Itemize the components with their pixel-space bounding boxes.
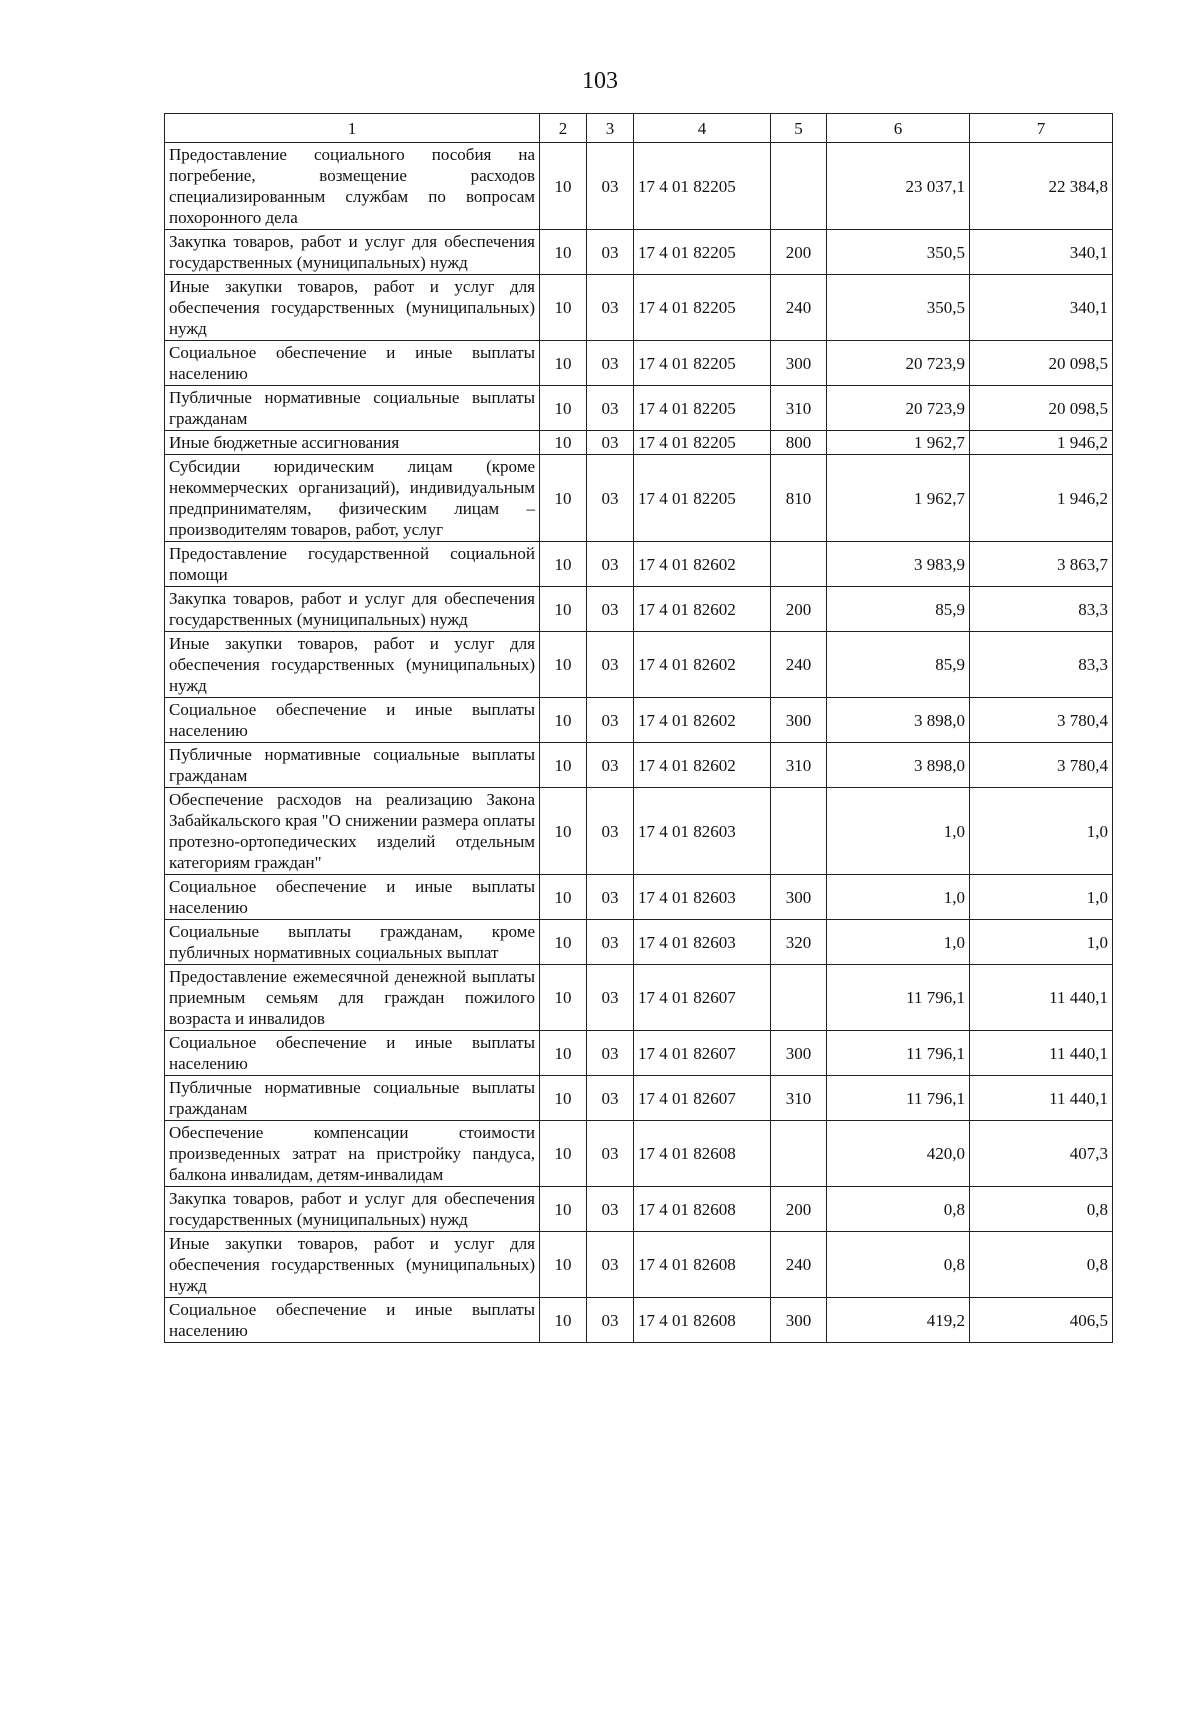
section-code-cell: 10: [540, 542, 587, 587]
subsection-code-cell: 03: [587, 788, 634, 875]
subsection-code-cell: 03: [587, 743, 634, 788]
target-article-cell: 17 4 01 82608: [634, 1232, 771, 1298]
target-article-cell: 17 4 01 82607: [634, 1031, 771, 1076]
amount-col7-cell: 0,8: [970, 1232, 1113, 1298]
amount-col7-cell: 1,0: [970, 920, 1113, 965]
section-code-cell: 10: [540, 1298, 587, 1343]
amount-col6-cell: 1 962,7: [827, 455, 970, 542]
table-row: [165, 965, 1113, 1031]
row-name-cell: Социальное обеспечение и иные выплаты населению: [165, 1031, 540, 1076]
row-name-cell: Социальное обеспечение и иные выплаты населению: [165, 341, 540, 386]
table-row: [165, 431, 1113, 455]
target-article-cell: 17 4 01 82205: [634, 275, 771, 341]
subsection-code-cell: 03: [587, 230, 634, 275]
section-code-cell: 10: [540, 965, 587, 1031]
row-name-cell: Предоставление государственной социальной помощи: [165, 542, 540, 587]
header-col-4: 4: [634, 114, 771, 143]
budget-table: [164, 113, 1113, 1343]
subsection-code-cell: 03: [587, 431, 634, 455]
row-name-cell: Социальное обеспечение и иные выплаты населению: [165, 698, 540, 743]
table-row: [165, 386, 1113, 431]
table-row: [165, 875, 1113, 920]
section-code-cell: 10: [540, 875, 587, 920]
section-code-cell: 10: [540, 1121, 587, 1187]
section-code-cell: 10: [540, 1187, 587, 1232]
table-row: [165, 143, 1113, 230]
section-code-cell: 10: [540, 386, 587, 431]
amount-col6-cell: 20 723,9: [827, 386, 970, 431]
expense-type-cell: 300: [771, 341, 827, 386]
section-code-cell: 10: [540, 455, 587, 542]
table-row: [165, 743, 1113, 788]
table-row: [165, 587, 1113, 632]
expense-type-cell: 300: [771, 1298, 827, 1343]
header-col-2: 2: [540, 114, 587, 143]
header-col-6: 6: [827, 114, 970, 143]
target-article-cell: 17 4 01 82205: [634, 341, 771, 386]
amount-col6-cell: 420,0: [827, 1121, 970, 1187]
header-col-1: 1: [165, 114, 540, 143]
row-name-cell: Социальное обеспечение и иные выплаты населению: [165, 875, 540, 920]
header-col-7: 7: [970, 114, 1113, 143]
amount-col6-cell: 3 983,9: [827, 542, 970, 587]
table-row: [165, 1298, 1113, 1343]
expense-type-cell: 200: [771, 587, 827, 632]
subsection-code-cell: 03: [587, 698, 634, 743]
target-article-cell: 17 4 01 82602: [634, 587, 771, 632]
subsection-code-cell: 03: [587, 143, 634, 230]
amount-col6-cell: 11 796,1: [827, 965, 970, 1031]
header-col-3: 3: [587, 114, 634, 143]
amount-col6-cell: 350,5: [827, 230, 970, 275]
subsection-code-cell: 03: [587, 1076, 634, 1121]
amount-col6-cell: 1,0: [827, 788, 970, 875]
section-code-cell: 10: [540, 587, 587, 632]
header-col-5: 5: [771, 114, 827, 143]
amount-col6-cell: 11 796,1: [827, 1031, 970, 1076]
table-row: [165, 920, 1113, 965]
target-article-cell: 17 4 01 82205: [634, 143, 771, 230]
amount-col7-cell: 1 946,2: [970, 431, 1113, 455]
target-article-cell: 17 4 01 82603: [634, 875, 771, 920]
target-article-cell: 17 4 01 82607: [634, 965, 771, 1031]
row-name-cell: Предоставление социального пособия на погребение, возмещение расходов специализированным службам по вопросам похоронного дела: [165, 143, 540, 230]
amount-col6-cell: 3 898,0: [827, 698, 970, 743]
expense-type-cell: 320: [771, 920, 827, 965]
target-article-cell: 17 4 01 82602: [634, 632, 771, 698]
amount-col7-cell: 3 863,7: [970, 542, 1113, 587]
target-article-cell: 17 4 01 82602: [634, 542, 771, 587]
amount-col6-cell: 419,2: [827, 1298, 970, 1343]
amount-col7-cell: 1,0: [970, 875, 1113, 920]
subsection-code-cell: 03: [587, 455, 634, 542]
amount-col7-cell: 406,5: [970, 1298, 1113, 1343]
subsection-code-cell: 03: [587, 1232, 634, 1298]
row-name-cell: Предоставление ежемесячной денежной выплаты приемным семьям для граждан пожилого возраста и инвалидов: [165, 965, 540, 1031]
subsection-code-cell: 03: [587, 341, 634, 386]
row-name-cell: Публичные нормативные социальные выплаты гражданам: [165, 386, 540, 431]
subsection-code-cell: 03: [587, 542, 634, 587]
amount-col6-cell: 350,5: [827, 275, 970, 341]
section-code-cell: 10: [540, 275, 587, 341]
expense-type-cell: 240: [771, 1232, 827, 1298]
row-name-cell: Социальные выплаты гражданам, кроме публичных нормативных социальных выплат: [165, 920, 540, 965]
amount-col7-cell: 1,0: [970, 788, 1113, 875]
subsection-code-cell: 03: [587, 275, 634, 341]
row-name-cell: Обеспечение расходов на реализацию Закона Забайкальского края "О снижении размера оплаты протезно-ортопедических изделий отдельным категориям граждан": [165, 788, 540, 875]
table-body: [165, 143, 1113, 1343]
row-name-cell: Субсидии юридическим лицам (кроме некоммерческих организаций), индивидуальным предпринимателям, физическим лицам – производителям товаров, работ, услуг: [165, 455, 540, 542]
table-row: [165, 788, 1113, 875]
table-row: [165, 1076, 1113, 1121]
amount-col6-cell: 11 796,1: [827, 1076, 970, 1121]
table-row: [165, 1187, 1113, 1232]
expense-type-cell: [771, 1121, 827, 1187]
target-article-cell: 17 4 01 82603: [634, 920, 771, 965]
expense-type-cell: [771, 788, 827, 875]
section-code-cell: 10: [540, 143, 587, 230]
table-row: [165, 1121, 1113, 1187]
subsection-code-cell: 03: [587, 1187, 634, 1232]
expense-type-cell: 310: [771, 1076, 827, 1121]
table-row: [165, 1031, 1113, 1076]
amount-col7-cell: 1 946,2: [970, 455, 1113, 542]
table-row: [165, 230, 1113, 275]
section-code-cell: 10: [540, 698, 587, 743]
table-row: [165, 542, 1113, 587]
amount-col7-cell: 340,1: [970, 275, 1113, 341]
expense-type-cell: [771, 965, 827, 1031]
amount-col7-cell: 20 098,5: [970, 386, 1113, 431]
amount-col7-cell: 0,8: [970, 1187, 1113, 1232]
amount-col6-cell: 85,9: [827, 587, 970, 632]
row-name-cell: Закупка товаров, работ и услуг для обеспечения государственных (муниципальных) нужд: [165, 587, 540, 632]
target-article-cell: 17 4 01 82205: [634, 386, 771, 431]
amount-col7-cell: 20 098,5: [970, 341, 1113, 386]
amount-col7-cell: 340,1: [970, 230, 1113, 275]
amount-col6-cell: 1,0: [827, 920, 970, 965]
expense-type-cell: [771, 542, 827, 587]
amount-col6-cell: 0,8: [827, 1187, 970, 1232]
section-code-cell: 10: [540, 920, 587, 965]
section-code-cell: 10: [540, 341, 587, 386]
row-name-cell: Обеспечение компенсации стоимости произведенных затрат на пристройку пандуса, балкона инвалидам, детям-инвалидам: [165, 1121, 540, 1187]
target-article-cell: 17 4 01 82608: [634, 1121, 771, 1187]
target-article-cell: 17 4 01 82607: [634, 1076, 771, 1121]
section-code-cell: 10: [540, 632, 587, 698]
expense-type-cell: 240: [771, 275, 827, 341]
expense-type-cell: 310: [771, 743, 827, 788]
subsection-code-cell: 03: [587, 386, 634, 431]
subsection-code-cell: 03: [587, 920, 634, 965]
subsection-code-cell: 03: [587, 1031, 634, 1076]
amount-col6-cell: 3 898,0: [827, 743, 970, 788]
row-name-cell: Иные закупки товаров, работ и услуг для обеспечения государственных (муниципальных) нужд: [165, 1232, 540, 1298]
row-name-cell: Закупка товаров, работ и услуг для обеспечения государственных (муниципальных) нужд: [165, 230, 540, 275]
subsection-code-cell: 03: [587, 875, 634, 920]
row-name-cell: Иные бюджетные ассигнования: [165, 431, 540, 455]
amount-col7-cell: 83,3: [970, 587, 1113, 632]
amount-col7-cell: 83,3: [970, 632, 1113, 698]
subsection-code-cell: 03: [587, 632, 634, 698]
row-name-cell: Иные закупки товаров, работ и услуг для обеспечения государственных (муниципальных) нужд: [165, 275, 540, 341]
amount-col7-cell: 3 780,4: [970, 698, 1113, 743]
amount-col7-cell: 3 780,4: [970, 743, 1113, 788]
section-code-cell: 10: [540, 1076, 587, 1121]
expense-type-cell: 300: [771, 1031, 827, 1076]
amount-col6-cell: 1 962,7: [827, 431, 970, 455]
amount-col7-cell: 11 440,1: [970, 1076, 1113, 1121]
target-article-cell: 17 4 01 82602: [634, 743, 771, 788]
header-row: [165, 114, 1113, 143]
amount-col6-cell: 20 723,9: [827, 341, 970, 386]
table-row: [165, 632, 1113, 698]
target-article-cell: 17 4 01 82205: [634, 230, 771, 275]
expense-type-cell: 200: [771, 1187, 827, 1232]
amount-col6-cell: 1,0: [827, 875, 970, 920]
row-name-cell: Публичные нормативные социальные выплаты гражданам: [165, 743, 540, 788]
target-article-cell: 17 4 01 82608: [634, 1298, 771, 1343]
target-article-cell: 17 4 01 82608: [634, 1187, 771, 1232]
subsection-code-cell: 03: [587, 1121, 634, 1187]
expense-type-cell: 310: [771, 386, 827, 431]
section-code-cell: 10: [540, 788, 587, 875]
amount-col7-cell: 22 384,8: [970, 143, 1113, 230]
target-article-cell: 17 4 01 82205: [634, 431, 771, 455]
row-name-cell: Социальное обеспечение и иные выплаты населению: [165, 1298, 540, 1343]
subsection-code-cell: 03: [587, 965, 634, 1031]
target-article-cell: 17 4 01 82602: [634, 698, 771, 743]
expense-type-cell: 200: [771, 230, 827, 275]
table-row: [165, 455, 1113, 542]
amount-col7-cell: 11 440,1: [970, 965, 1113, 1031]
target-article-cell: 17 4 01 82603: [634, 788, 771, 875]
amount-col6-cell: 23 037,1: [827, 143, 970, 230]
expense-type-cell: 240: [771, 632, 827, 698]
row-name-cell: Закупка товаров, работ и услуг для обеспечения государственных (муниципальных) нужд: [165, 1187, 540, 1232]
table-row: [165, 275, 1113, 341]
section-code-cell: 10: [540, 431, 587, 455]
amount-col7-cell: 407,3: [970, 1121, 1113, 1187]
expense-type-cell: 810: [771, 455, 827, 542]
section-code-cell: 10: [540, 230, 587, 275]
row-name-cell: Иные закупки товаров, работ и услуг для обеспечения государственных (муниципальных) нужд: [165, 632, 540, 698]
section-code-cell: 10: [540, 1031, 587, 1076]
amount-col6-cell: 0,8: [827, 1232, 970, 1298]
amount-col7-cell: 11 440,1: [970, 1031, 1113, 1076]
section-code-cell: 10: [540, 743, 587, 788]
subsection-code-cell: 03: [587, 587, 634, 632]
expense-type-cell: 800: [771, 431, 827, 455]
table-row: [165, 341, 1113, 386]
subsection-code-cell: 03: [587, 1298, 634, 1343]
table-row: [165, 698, 1113, 743]
expense-type-cell: 300: [771, 875, 827, 920]
target-article-cell: 17 4 01 82205: [634, 455, 771, 542]
expense-type-cell: [771, 143, 827, 230]
amount-col6-cell: 85,9: [827, 632, 970, 698]
row-name-cell: Публичные нормативные социальные выплаты гражданам: [165, 1076, 540, 1121]
page-number: 103: [582, 68, 618, 94]
table-row: [165, 1232, 1113, 1298]
expense-type-cell: 300: [771, 698, 827, 743]
section-code-cell: 10: [540, 1232, 587, 1298]
